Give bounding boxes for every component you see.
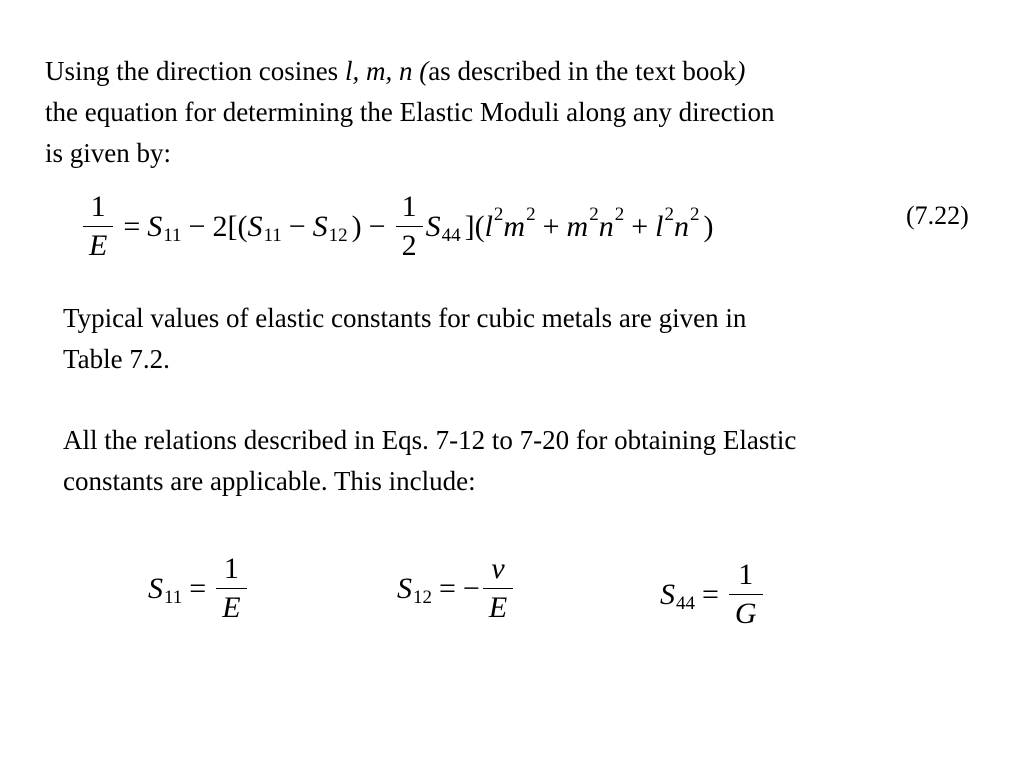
intro-paragraph <box>45 51 775 174</box>
fraction-1-over-G: $\frac{1}{G}$ <box>729 558 763 631</box>
fraction-1-over-E: $\frac{1}{E}$ <box>83 190 113 263</box>
typical-values-line-2: Table 7.2. <box>63 344 170 374</box>
intro-line-3: is given by: <box>45 138 171 168</box>
direction-cosine-variables: l, m, n ( <box>344 56 429 86</box>
relations-line-1: All the relations described in Eqs. 7-12 to 7-20 for obtaining Elastic <box>63 425 797 455</box>
fraction-1-over-E: $\frac{1}{E}$ <box>216 552 246 625</box>
relations-line-2: constants are applicable. This include: <box>63 466 476 496</box>
relation-s11: S 11 = $\frac{1}{E}$ <box>148 552 250 625</box>
fraction-v-over-E: $\frac{v}{E}$ <box>483 552 513 625</box>
relation-s44: S 44 = $\frac{1}{G}$ <box>660 558 766 631</box>
relation-s12: S 12 = − $\frac{v}{E}$ <box>397 552 516 625</box>
typical-values-line-1: Typical values of elastic constants for cubic metals are given in <box>63 303 747 333</box>
intro-line-2: the equation for determining the Elastic Moduli along any direction <box>45 97 775 127</box>
relations-paragraph <box>63 420 796 502</box>
equation-7-22: $\frac{1}{E}$ = S 11 − 2 [( S 11 − S 12 ) − $\frac{1}{2}$ S 44 ]( l 2 m 2 + m 2 n 2 + l 2 n 2 ) <box>80 190 713 263</box>
intro-line-1: Using the direction cosines l, m, n (as described in the text book) <box>45 56 746 86</box>
typical-values-paragraph <box>63 298 746 380</box>
equation-number: (7.22) <box>906 201 969 230</box>
fraction-one-half: $\frac{1}{2}$ <box>396 190 423 263</box>
